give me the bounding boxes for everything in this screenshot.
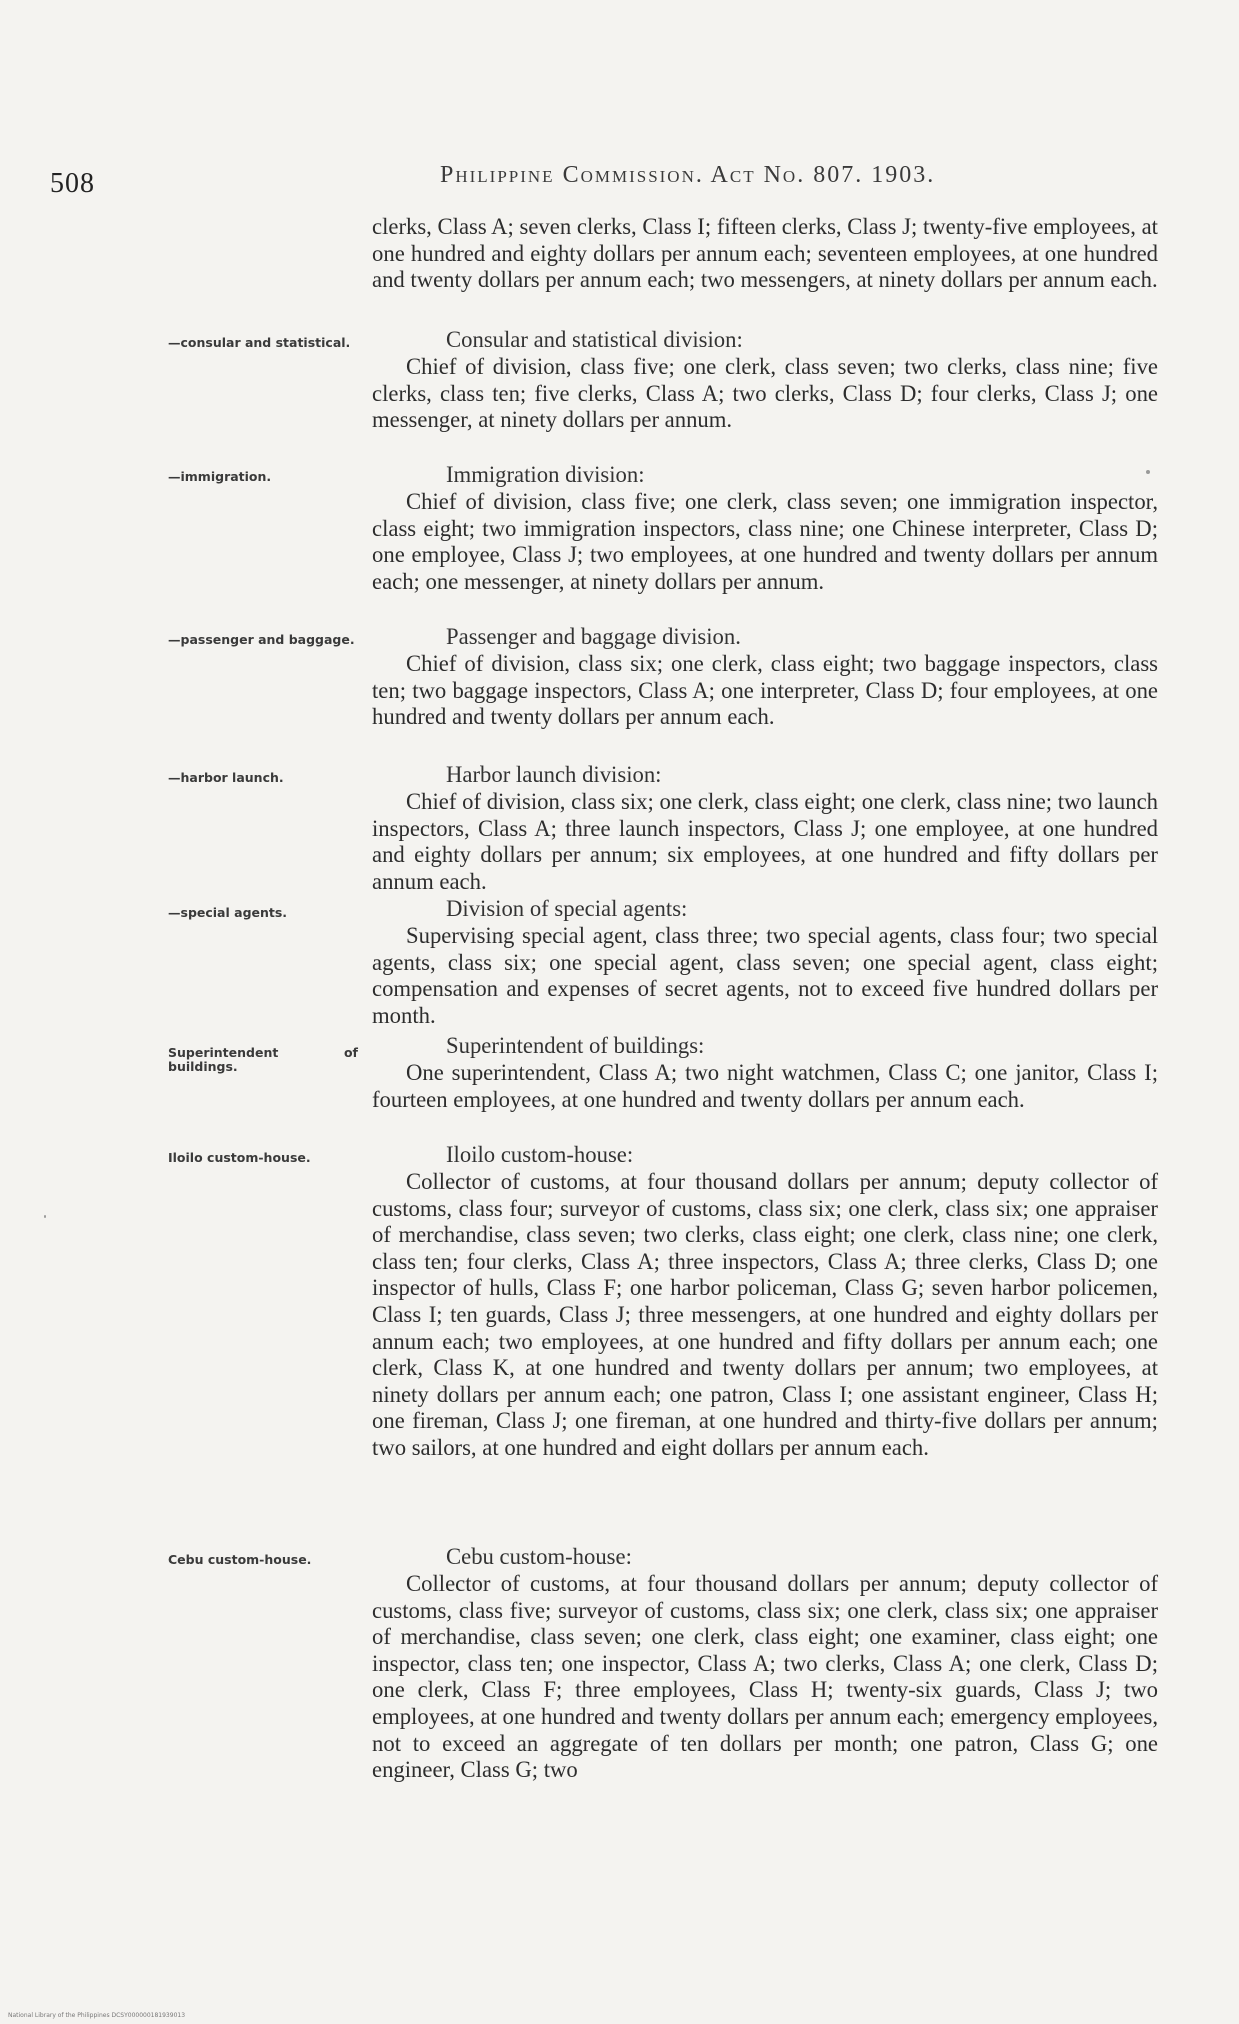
heading-consular: Consular and statistical division: [446,327,743,352]
page-number: 508 [50,168,95,199]
running-head: Philippine Commission. Act No. 807. 1903. [440,162,936,188]
heading-immigration: Immigration division: [446,462,645,487]
intro-paragraph: clerks, Class A; seven clerks, Class I; fifteen clerks, Class J; twenty-five employees, at one hundred and eighty dollars per annum each; seventeen employees, at one hundred and twenty dollars per annum each; two messengers, at ninety dollars per annum each. [372,214,1158,293]
margin-note-cebu: Cebu custom-house. [168,1552,312,1567]
scan-speck [44,1215,46,1218]
margin-note-special-agents: —special agents. [168,905,288,920]
margin-note-immigration: —immigration. [168,469,272,484]
heading-iloilo: Iloilo custom-house: [446,1142,634,1167]
scan-speck [1146,470,1150,474]
margin-note-consular: —consular and statistical. [168,335,351,350]
paragraph-buildings: One superintendent, Class A; two night watchmen, Class C; one janitor, Class I; fourteen employees, at one hundred and twenty dollars per annum each. [372,1060,1158,1112]
paragraph-consular: Chief of division, class five; one clerk, class seven; two clerks, class nine; five clerks, class ten; five clerks, Class A; two clerks, Class D; four clerks, Class J; one messenger, at ninety dollars per annum. [372,354,1158,433]
margin-note-buildings: Superintendent of buildings. [168,1045,358,1074]
paragraph-immigration: Chief of division, class five; one clerk, class seven; one immigration inspector, class eight; two immigration inspectors, class nine; one Chinese interpreter, Class D; one employee, Class J; two employees, at one hundred and twenty dollars per annum each; one messenger, at ninety dollars per annum. [372,489,1158,594]
heading-passenger: Passenger and baggage division. [446,624,741,649]
heading-buildings: Superintendent of buildings: [446,1033,705,1058]
scan-footer: National Library of the Philippines DCSY000000181939013 [8,2012,186,2019]
margin-note-harbor-launch: —harbor launch. [168,770,284,785]
heading-harbor-launch: Harbor launch division: [446,762,662,787]
heading-cebu: Cebu custom-house: [446,1544,632,1569]
margin-note-passenger: —passenger and baggage. [168,632,355,647]
paragraph-special-agents: Supervising special agent, class three; two special agents, class four; two special agents, class six; one special agent, class seven; one special agent, class eight; compensation and expenses of secret agents, not to exceed five hundred dollars per month. [372,923,1158,1028]
paragraph-passenger: Chief of division, class six; one clerk, class eight; two baggage inspectors, class ten; two baggage inspectors, Class A; one interpreter, Class D; four employees, at one hundred and twenty dollars per annum each. [372,651,1158,730]
paragraph-iloilo: Collector of customs, at four thousand dollars per annum; deputy collector of customs, class four; surveyor of customs, class six; one clerk, class six; one appraiser of merchandise, class seven; two clerks, class eight; one clerk, class nine; one clerk, class ten; four clerks, Class A; three inspectors, Class A; three clerks, Class D; one inspector of hulls, Class F; one harbor policeman, Class G; seven harbor policemen, Class I; ten guards, Class J; three messengers, at one hundred and eighty dollars per annum each; two employees, at one hundred and fifty dollars per annum each; one clerk, Class K, at one hundred and twenty dollars per annum; two employees, at ninety dollars per annum each; one patron, Class I; one assistant engineer, Class H; one fireman, Class J; one fireman, at one hundred and thirty-five dollars per annum; two sailors, at one hundred and eight dollars per annum each. [372,1169,1158,1460]
heading-special-agents: Division of special agents: [446,896,688,921]
margin-note-iloilo: Iloilo custom-house. [168,1150,311,1165]
paragraph-harbor-launch: Chief of division, class six; one clerk, class eight; one clerk, class nine; two launch inspectors, Class A; three launch inspectors, Class J; one employee, at one hundred and eighty dollars per annum; six employees, at one hundred and fifty dollars per annum each. [372,789,1158,894]
paragraph-cebu: Collector of customs, at four thousand dollars per annum; deputy collector of customs, class five; surveyor of customs, class six; one clerk, class six; one appraiser of merchandise, class seven; one clerk, class eight; one examiner, class eight; one inspector, class ten; one inspector, Class A; two clerks, Class A; one clerk, Class D; one clerk, Class F; three employees, Class H; twenty-six guards, Class J; two employees, at one hundred and twenty dollars per annum each; emergency employees, not to exceed an aggregate of ten dollars per month; one patron, Class G; one engineer, Class G; two [372,1571,1158,1783]
